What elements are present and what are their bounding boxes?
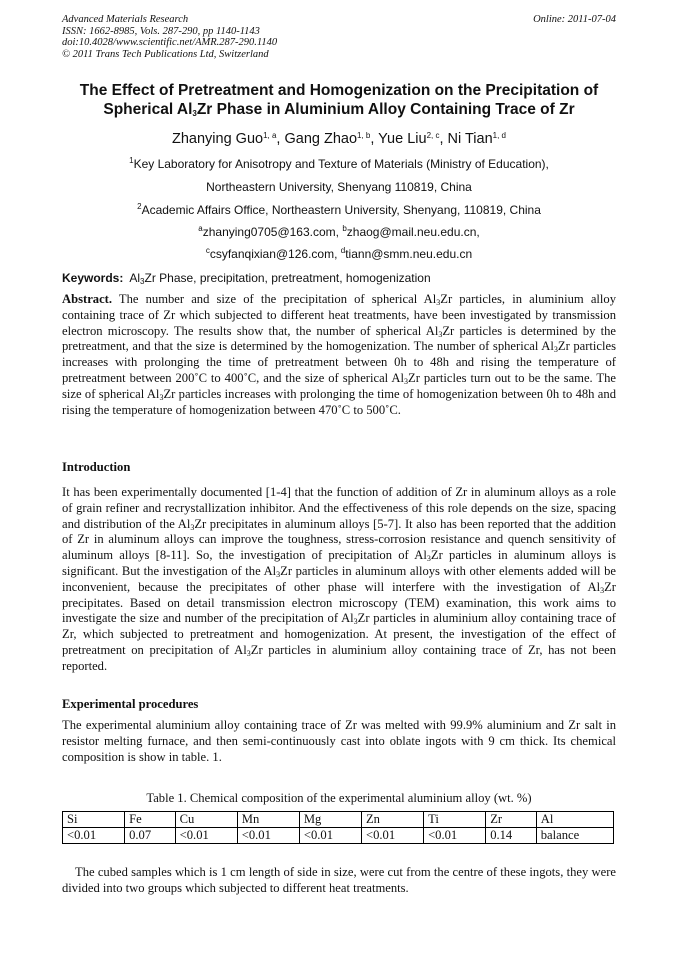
abstract [62,292,616,418]
journal-header [62,14,616,60]
copyright-line: © 2011 Trans Tech Publications Ltd, Switzerland [62,48,269,60]
abstract-text: The number and size of the precipitation of spherical Al [112,292,437,306]
table-header-cell: Mg [299,812,361,828]
subscript: 3 [159,392,164,402]
keywords-text: Al [129,271,141,285]
title-text: Zr Phase in Aluminium Alloy Containing Trace of Zr [196,101,575,118]
keywords [62,271,616,285]
email-mark: c [205,246,210,255]
affiliation-1-line-1 [62,157,616,171]
samples-paragraph: The cubed samples which is 1 cm length of side in size, were cut from the centre of these ingots, they were divided into two groups which subjected to different heat treatments. [62,865,620,895]
email-address[interactable]: tiann@smm.neu.edu.cn [345,247,473,261]
table-header-cell: Al [536,812,613,828]
author-list [62,130,616,148]
subscript: 3 [190,522,195,532]
table-header-cell: Si [63,812,125,828]
abstract-text: Zr particles, in aluminium alloy containing trace of Zr which subjected to different heat treatments, have been investigated by transmission electron microscopy. The results show that, the number of spherical Al [62,292,616,338]
table-row [63,828,614,844]
subscript: 3 [276,569,281,579]
abstract-text: Zr particles turn out to be the same. The size of spherical Al [62,370,616,401]
table-header-cell: Cu [175,812,237,828]
body-text: Zr particles in aluminum alloys is significant. But the investigation of the Al [62,548,617,578]
table-header-cell: Ti [424,812,486,828]
subscript: 3 [353,617,358,627]
subscript: 3 [553,345,558,355]
email-mark: b [342,224,347,233]
table-cell: <0.01 [63,828,125,844]
title-subscript: 3 [192,109,197,118]
subscript: 3 [600,585,605,595]
affiliation-1-line-2: Northeastern University, Shenyang 110819, China [206,180,472,194]
author-affiliation-mark: 2, c [426,131,440,140]
email-address[interactable]: zhanying0705@163.com, [202,225,343,239]
email-mark: a [198,224,203,233]
title-line-1: The Effect of Pretreatment and Homogenization on the Precipitation of [79,82,599,99]
affiliation-mark: 1 [129,156,134,165]
body-text: Zr precipitates in aluminum alloys [5-7]. It also has been reported that the addition of Zr in aluminum alloys can improve the toughness, stress-corrosion resistance and quench sensitivity of aluminum alloys [8-11]. So, the investigation of precipitation of Al [62,516,616,563]
email-address[interactable]: csyfanqixian@126.com, [209,247,341,261]
email-mark: d [340,246,346,255]
author-affiliation-mark: 1, d [492,131,506,140]
author-name: , Gang Zhao [276,131,358,147]
abstract-label: Abstract. [62,292,113,306]
introduction-body [62,485,616,675]
author-name: , Ni Tian [439,131,493,147]
email-address[interactable]: zhaog@mail.neu.edu.cn, [346,225,480,239]
keywords-text: Zr Phase, precipitation, pretreatment, homogenization [144,271,431,285]
table-cell: <0.01 [299,828,361,844]
body-text: It has been experimentally documented [1-4] that the function of addition of Zr in aluminum alloys as a role of grain refiner and recrystallization inhibitor. And the effectiveness of this role depends on the size, spacing and distribution of the Al [62,485,616,531]
table-header-cell: Zr [486,812,537,828]
experimental-body: The experimental aluminium alloy containing trace of Zr was melted with 99.9% aluminium and Zr salt in resistor melting furnace, and then semi-continuously cast into oblate ingots with 9 cm thick. Its chemical composition is show in table. 1. [62,718,616,764]
title-text: Spherical Al [103,101,193,118]
abstract-text: Zr particles is determined by the pretreatment, and that the size is determined by the homogenization. The number of spherical Al [62,323,616,354]
table-caption: Table 1. Chemical composition of the experimental aluminium alloy (wt. %) [146,791,532,805]
journal-name: Advanced Materials Research [62,14,189,25]
affiliation-2 [62,203,616,217]
title-line-2 [62,100,616,119]
subscript: 3 [246,648,251,658]
abstract-text: Zr particles increases with prolonging the time of pretreatment between 0h to 48h and rising the temperature of pretreatment between 200˚C to 400˚C, and the size of spherical Al [62,339,616,385]
abstract-text: Zr particles increases with prolonging the time of homogenization between 0h to 48h and rising the temperature of homogenization between 470˚C to 500˚C. [62,386,616,417]
table-header-row [63,812,614,828]
table-cell: <0.01 [361,828,423,844]
table-cell: 0.14 [486,828,537,844]
table-cell: <0.01 [237,828,299,844]
email-line-1 [62,225,616,239]
subscript: 3 [426,554,431,564]
body-text: Zr particles in aluminium alloy containing trace of Zr, has not been reported. [62,642,616,673]
table-header-cell: Zn [361,812,423,828]
affiliation-text: Key Laboratory for Anisotropy and Texture of Materials (Ministry of Education), [133,157,549,171]
affiliation-mark: 2 [137,202,142,211]
body-text: Zr particles in aluminium alloy containing trace of Zr, which subjected to pretreatment and homogenization. At present, the investigation of the effect of pretreatment on precipitation of Al [62,611,616,657]
composition-table [62,811,614,844]
author-affiliation-mark: 1, a [263,131,277,140]
subscript: 3 [438,329,443,339]
table-cell: <0.01 [424,828,486,844]
table-cell: 0.07 [125,828,176,844]
author-name: Zhanying Guo [171,131,264,147]
body-text: Zr particles in aluminum alloys with other elements added will be inconvenient, because the precipitates of other phase will interfere with the investigation of Al [62,563,616,594]
issn-line: ISSN: 1662-8985, Vols. 287-290, pp 1140-1143 [62,25,260,37]
introduction-heading: Introduction [62,460,131,474]
subscript: 3 [436,298,441,307]
online-date: Online: 2011-07-04 [533,14,616,25]
keywords-label: Keywords: [62,271,124,285]
doi-line: doi:10.4028/www.scientific.net/AMR.287-290.1140 [62,37,278,48]
experimental-heading: Experimental procedures [62,697,199,711]
keywords-subscript: 3 [140,277,145,286]
affiliation-text: Academic Affairs Office, Northeastern University, Shenyang, 110819, China [141,203,541,217]
table-cell: balance [536,828,613,844]
author-name: , Yue Liu [370,131,427,147]
email-line-2 [62,247,616,261]
author-affiliation-mark: 1, b [357,131,371,140]
paper-title [62,81,616,119]
table-header-cell: Mn [237,812,299,828]
table-header-cell: Fe [125,812,176,828]
body-text: Zr precipitates. Based on detail transmission electron microscopy (TEM) examination, this work aims to investigate the size and number of the precipitation of Al [62,579,616,626]
table-cell: <0.01 [175,828,237,844]
subscript: 3 [404,376,409,386]
